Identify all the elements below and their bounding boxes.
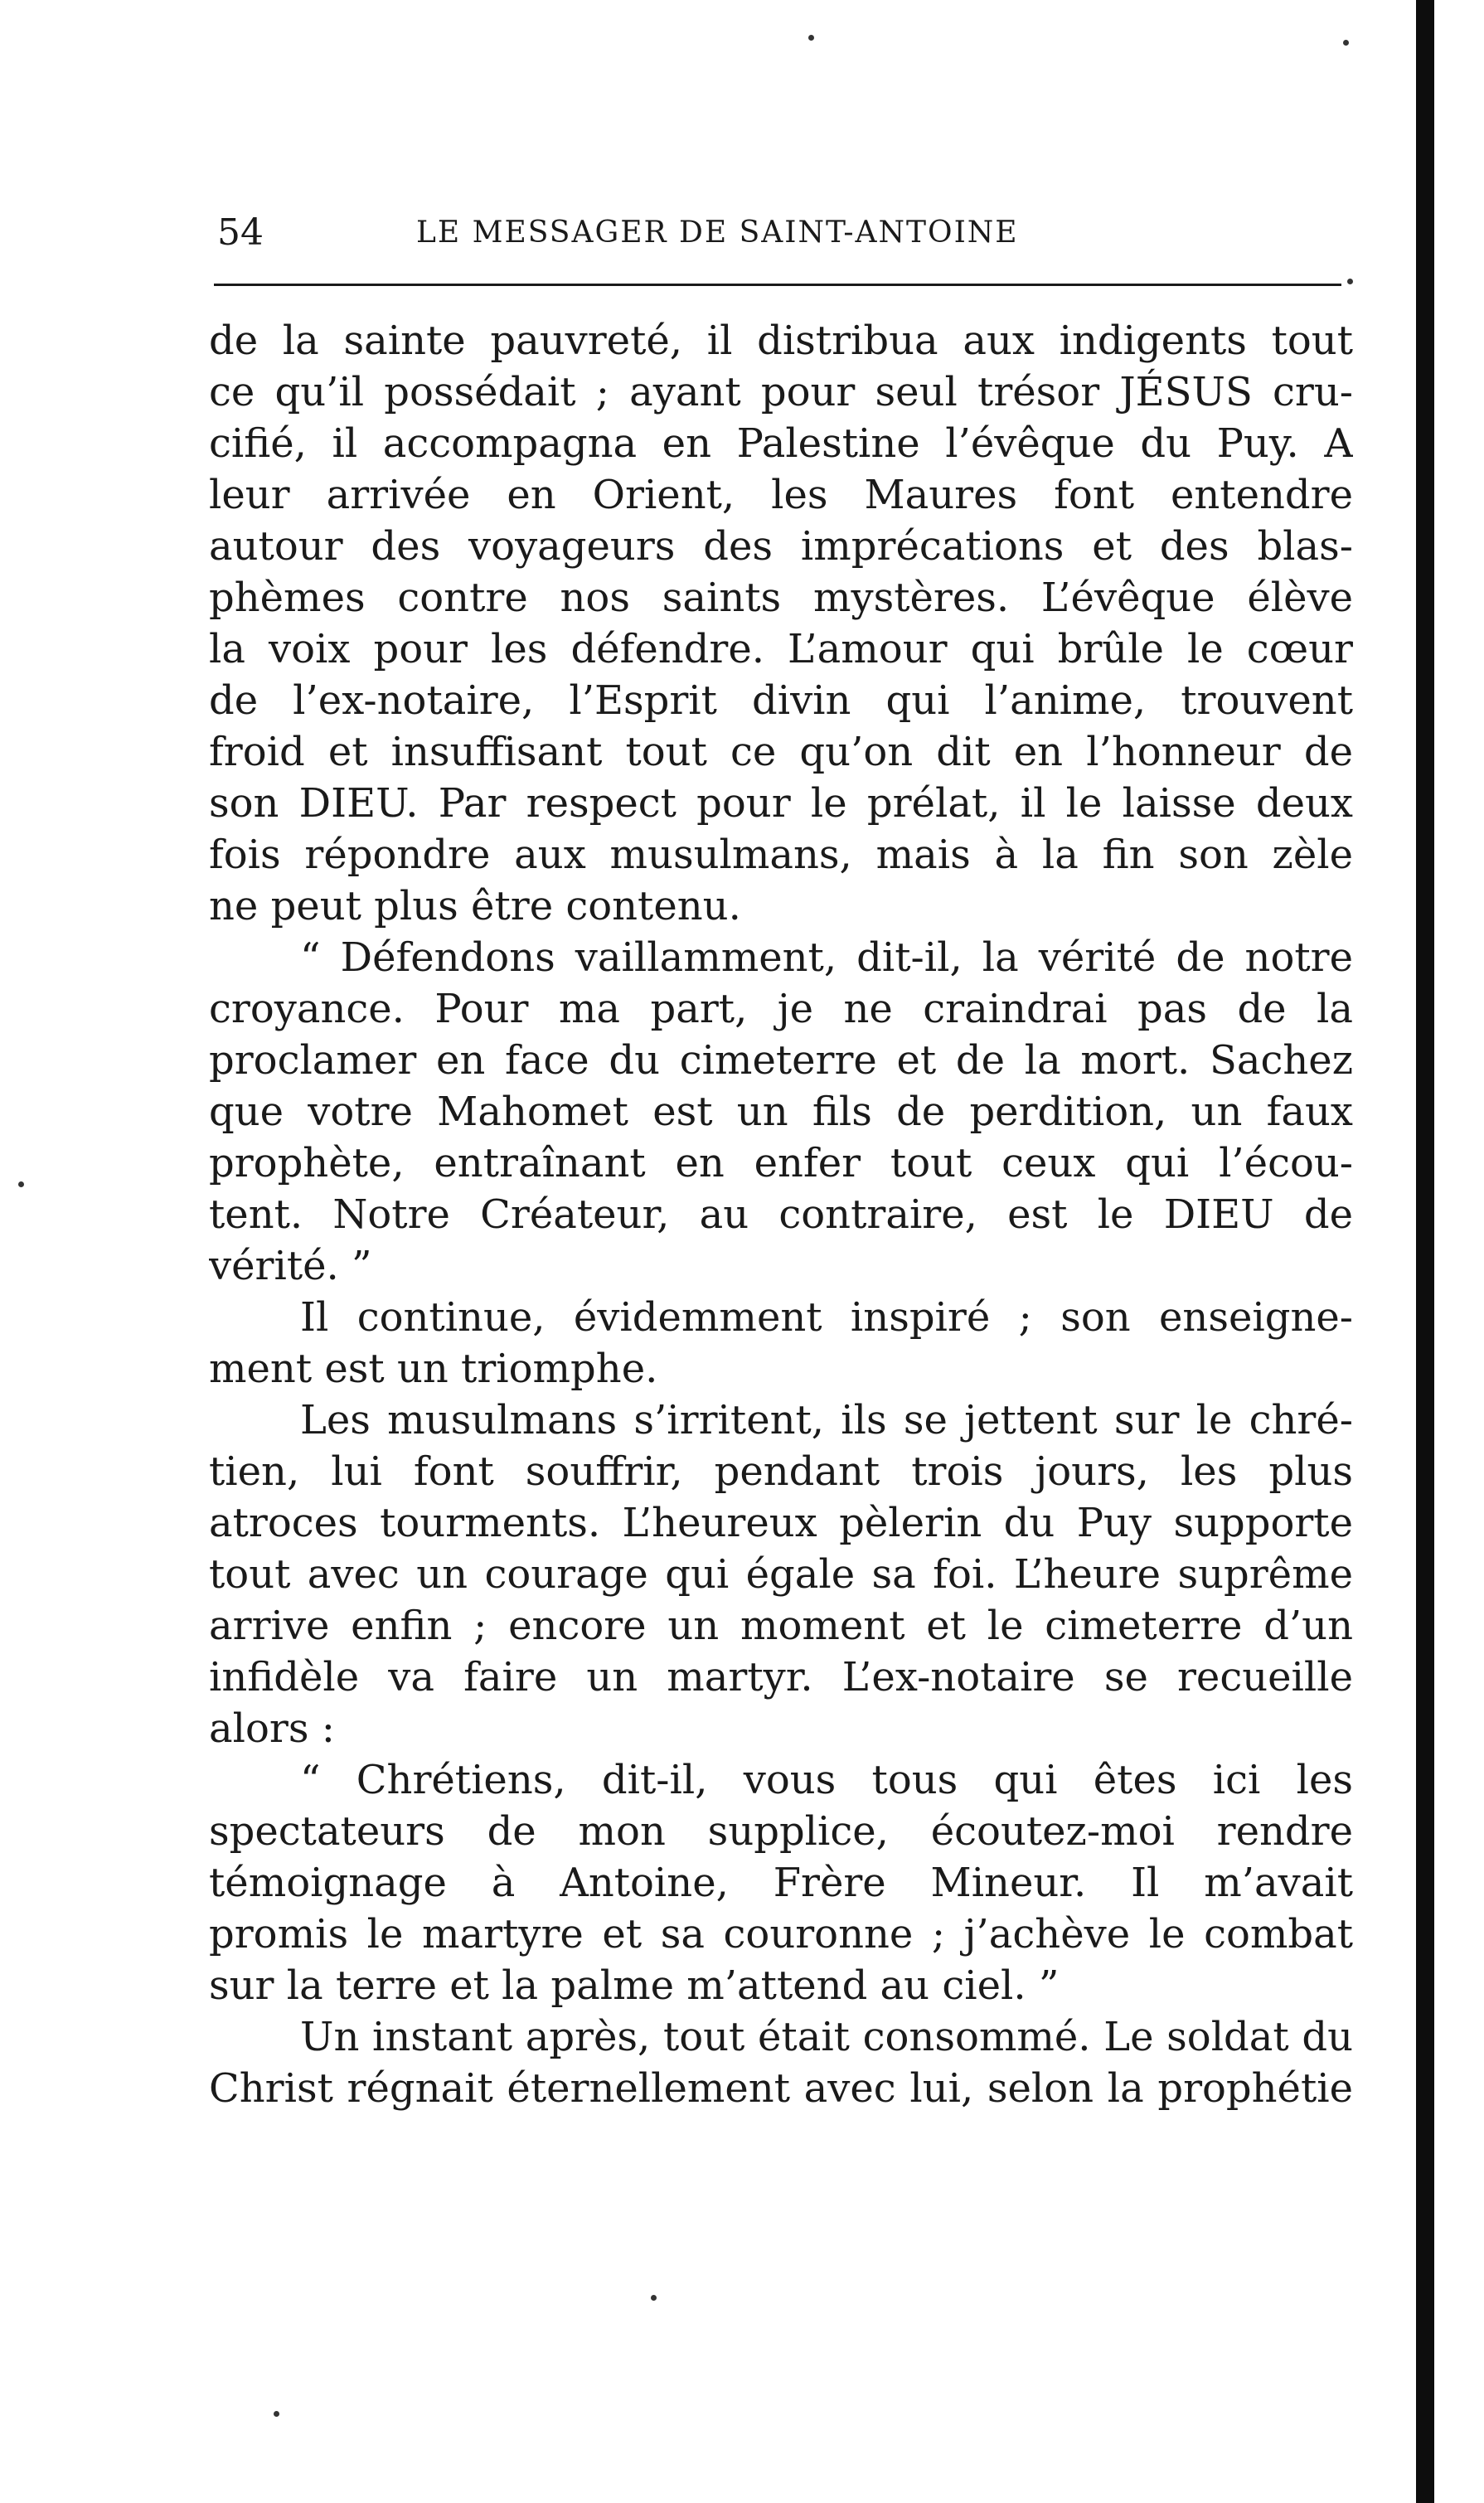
scan-speck (651, 2295, 657, 2301)
text-line: atroces tourments. L’heureux pèlerin du Puy supporte (209, 1500, 1353, 1546)
text-line: tien, lui font souffrir, pendant trois jours, les plus (209, 1448, 1353, 1495)
text-line: infidèle va faire un martyr. L’ex-notaire se recueille (209, 1654, 1353, 1700)
text-line: leur arrivée en Orient, les Maures font entendre (209, 472, 1353, 518)
text-line: ne peut plus être contenu. (209, 883, 741, 929)
text-line: Il continue, évidemment inspiré ; son enseigne- (300, 1294, 1353, 1341)
body-text (209, 315, 1353, 2114)
text-line: son DIEU. Par respect pour le prélat, il le laisse deux (209, 780, 1353, 827)
text-line: phèmes contre nos saints mystères. L’évêque élève (209, 575, 1353, 621)
text-line: de l’ex-notaire, l’Esprit divin qui l’anime, trouvent (209, 677, 1353, 724)
page-number: 54 (217, 211, 264, 254)
text-line: vérité. ” (209, 1243, 372, 1289)
text-line: ment est un triomphe. (209, 1346, 658, 1392)
text-line: ce qu’il possédait ; ayant pour seul trésor JÉSUS cru- (209, 369, 1353, 415)
text-line: croyance. Pour ma part, je ne craindrai pas de la (209, 986, 1353, 1032)
text-line: froid et insuffisant tout ce qu’on dit en l’honneur de (209, 729, 1353, 775)
scan-speck (1347, 279, 1353, 284)
text-line: tout avec un courage qui égale sa foi. L’heure suprême (209, 1551, 1353, 1598)
text-line: autour des voyageurs des imprécations et des blas- (209, 523, 1353, 570)
text-line: spectateurs de mon supplice, écoutez-moi rendre (209, 1808, 1353, 1855)
text-line: “ Chrétiens, dit-il, vous tous qui êtes ici les (300, 1757, 1353, 1803)
scan-speck (1343, 40, 1349, 46)
text-line: “ Défendons vaillamment, dit-il, la vérité de notre (300, 934, 1353, 981)
running-title: LE MESSAGER DE SAINT-ANTOINE (416, 216, 1019, 250)
text-line: témoignage à Antoine, Frère Mineur. Il m’avait (209, 1860, 1353, 1906)
header-rule (214, 284, 1341, 286)
text-line: Christ régnait éternellement avec lui, selon la prophétie (209, 2065, 1353, 2112)
text-line: Les musulmans s’irritent, ils se jettent sur le chré- (300, 1397, 1353, 1443)
text-line: de la sainte pauvreté, il distribua aux indigents tout (209, 318, 1353, 364)
text-line: la voix pour les défendre. L’amour qui brûle le cœur (209, 626, 1353, 672)
scan-speck (274, 2411, 279, 2417)
text-line: que votre Mahomet est un fils de perdition, un faux (209, 1089, 1353, 1135)
scan-speck (18, 1181, 24, 1187)
text-line: Un instant après, tout était consommé. Le soldat du (300, 2014, 1353, 2060)
text-line: prophète, entraînant en enfer tout ceux qui l’écou- (209, 1140, 1353, 1186)
text-line: proclamer en face du cimeterre et de la mort. Sachez (209, 1037, 1353, 1084)
text-line: promis le martyre et sa couronne ; j’achève le combat (209, 1911, 1353, 1957)
text-line: cifié, il accompagna en Palestine l’évêque du Puy. A (209, 420, 1353, 467)
scan-margin-bar (1416, 0, 1434, 2503)
text-line: tent. Notre Créateur, au contraire, est le DIEU de (209, 1191, 1353, 1238)
page-header (217, 207, 1349, 259)
text-line: fois répondre aux musulmans, mais à la fin son zèle (209, 832, 1353, 878)
scan-speck (808, 35, 814, 41)
text-line: alors : (209, 1705, 335, 1752)
text-line: arrive enfin ; encore un moment et le cimeterre d’un (209, 1603, 1353, 1649)
text-line: sur la terre et la palme m’attend au ciel. ” (209, 1962, 1060, 2009)
